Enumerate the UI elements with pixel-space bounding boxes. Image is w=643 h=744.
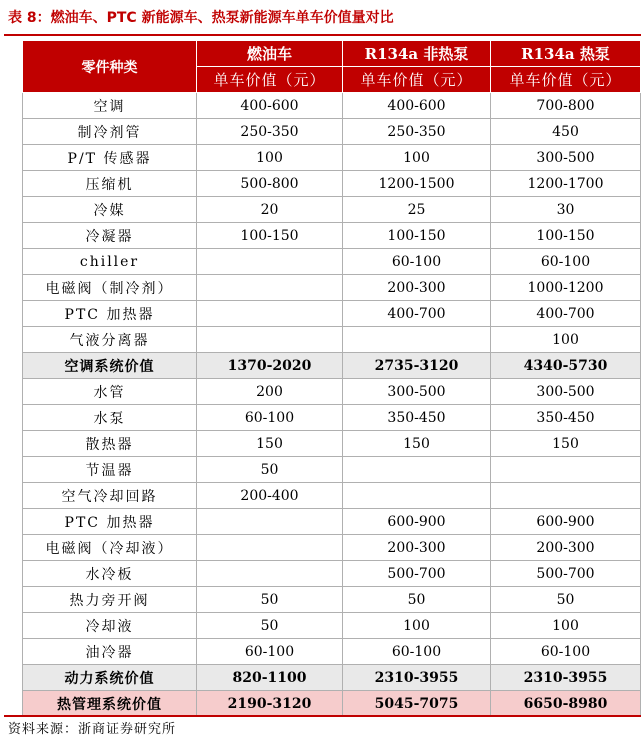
value-cell: 2310-3955 xyxy=(491,665,641,691)
part-name: PTC 加热器 xyxy=(23,301,197,327)
value-cell: 2310-3955 xyxy=(343,665,491,691)
part-name: 动力系统价值 xyxy=(23,665,197,691)
value-cell: 60-100 xyxy=(491,249,641,275)
value-cell: 200-400 xyxy=(197,483,343,509)
header-col-r134a-non-heat-pump: R134a 非热泵 xyxy=(343,41,491,67)
header-col-fuel-car: 燃油车 xyxy=(197,41,343,67)
value-cell: 400-700 xyxy=(343,301,491,327)
value-cell: 100 xyxy=(491,613,641,639)
value-cell: 200-300 xyxy=(343,535,491,561)
value-cell xyxy=(343,327,491,353)
value-cell: 450 xyxy=(491,119,641,145)
value-cell xyxy=(343,483,491,509)
value-cell: 100-150 xyxy=(343,223,491,249)
value-cell: 1200-1700 xyxy=(491,171,641,197)
value-cell xyxy=(197,561,343,587)
value-cell xyxy=(197,535,343,561)
value-cell: 30 xyxy=(491,197,641,223)
table-row xyxy=(23,249,641,275)
value-cell: 2735-3120 xyxy=(343,353,491,379)
table-row xyxy=(23,275,641,301)
table-row xyxy=(23,587,641,613)
value-cell: 100 xyxy=(343,145,491,171)
value-cell: 400-700 xyxy=(491,301,641,327)
value-cell xyxy=(197,327,343,353)
part-name: PTC 加热器 xyxy=(23,509,197,535)
table-title: 表 8：燃油车、PTC 新能源车、热泵新能源车单车价值量对比 xyxy=(8,10,394,26)
footer-divider xyxy=(4,715,641,717)
table-row xyxy=(23,457,641,483)
value-cell xyxy=(197,249,343,275)
value-cell: 60-100 xyxy=(343,639,491,665)
value-cell: 100-150 xyxy=(491,223,641,249)
header-parts: 零件种类 xyxy=(23,41,197,93)
value-cell: 150 xyxy=(197,431,343,457)
value-cell: 60-100 xyxy=(343,249,491,275)
part-name: 气液分离器 xyxy=(23,327,197,353)
table-row xyxy=(23,483,641,509)
part-name: 制冷剂管 xyxy=(23,119,197,145)
value-cell: 300-500 xyxy=(491,145,641,171)
header-unit: 单车价值（元） xyxy=(491,67,641,93)
value-cell: 5045-7075 xyxy=(343,691,491,717)
value-cell: 50 xyxy=(197,457,343,483)
value-cell: 1200-1500 xyxy=(343,171,491,197)
value-cell: 100 xyxy=(343,613,491,639)
part-name: 冷却液 xyxy=(23,613,197,639)
value-cell: 1370-2020 xyxy=(197,353,343,379)
value-cell: 150 xyxy=(491,431,641,457)
part-name: 水管 xyxy=(23,379,197,405)
value-cell: 4340-5730 xyxy=(491,353,641,379)
value-cell: 250-350 xyxy=(197,119,343,145)
value-cell: 350-450 xyxy=(343,405,491,431)
value-cell: 60-100 xyxy=(197,405,343,431)
part-name: 热力旁开阀 xyxy=(23,587,197,613)
value-cell: 500-800 xyxy=(197,171,343,197)
value-cell: 350-450 xyxy=(491,405,641,431)
header-unit: 单车价值（元） xyxy=(197,67,343,93)
value-cell: 50 xyxy=(197,587,343,613)
subtotal-row xyxy=(23,665,641,691)
part-name: 空调 xyxy=(23,93,197,119)
table-row xyxy=(23,145,641,171)
source-note: 资料来源：浙商证券研究所 xyxy=(8,722,177,737)
value-cell: 200-300 xyxy=(343,275,491,301)
part-name: 压缩机 xyxy=(23,171,197,197)
value-cell: 100 xyxy=(197,145,343,171)
part-name: 节温器 xyxy=(23,457,197,483)
value-cell: 50 xyxy=(491,587,641,613)
value-cell: 1000-1200 xyxy=(491,275,641,301)
table-row xyxy=(23,119,641,145)
value-cell: 400-600 xyxy=(197,93,343,119)
table-row xyxy=(23,613,641,639)
table-row xyxy=(23,639,641,665)
table-row xyxy=(23,171,641,197)
value-cell: 200 xyxy=(197,379,343,405)
table-row xyxy=(23,405,641,431)
value-cell xyxy=(197,301,343,327)
part-name: chiller xyxy=(23,249,197,275)
table-row xyxy=(23,535,641,561)
value-cell: 600-900 xyxy=(343,509,491,535)
part-name: 冷凝器 xyxy=(23,223,197,249)
part-name: 空调系统价值 xyxy=(23,353,197,379)
value-cell: 400-600 xyxy=(343,93,491,119)
table-row xyxy=(23,301,641,327)
value-cell: 50 xyxy=(343,587,491,613)
part-name: P/T 传感器 xyxy=(23,145,197,171)
value-cell: 100-150 xyxy=(197,223,343,249)
value-cell: 300-500 xyxy=(343,379,491,405)
value-cell: 25 xyxy=(343,197,491,223)
value-cell xyxy=(491,483,641,509)
total-row xyxy=(23,691,641,717)
part-name: 电磁阀（冷却液） xyxy=(23,535,197,561)
value-cell: 500-700 xyxy=(343,561,491,587)
header-unit: 单车价值（元） xyxy=(343,67,491,93)
value-cell: 100 xyxy=(491,327,641,353)
table-row xyxy=(23,327,641,353)
part-name: 水泵 xyxy=(23,405,197,431)
part-name: 热管理系统价值 xyxy=(23,691,197,717)
table-row xyxy=(23,379,641,405)
value-cell xyxy=(491,457,641,483)
value-cell: 60-100 xyxy=(197,639,343,665)
part-name: 散热器 xyxy=(23,431,197,457)
subtotal-row xyxy=(23,353,641,379)
value-cell: 60-100 xyxy=(491,639,641,665)
value-cell xyxy=(197,509,343,535)
part-name: 空气冷却回路 xyxy=(23,483,197,509)
value-cell: 2190-3120 xyxy=(197,691,343,717)
value-cell: 820-1100 xyxy=(197,665,343,691)
table-row xyxy=(23,509,641,535)
table-row xyxy=(23,561,641,587)
value-cell: 600-900 xyxy=(491,509,641,535)
value-cell: 300-500 xyxy=(491,379,641,405)
part-name: 冷媒 xyxy=(23,197,197,223)
value-cell: 250-350 xyxy=(343,119,491,145)
value-cell: 500-700 xyxy=(491,561,641,587)
value-cell xyxy=(343,457,491,483)
header-col-r134a-heat-pump: R134a 热泵 xyxy=(491,41,641,67)
value-comparison-table xyxy=(22,40,641,717)
table-row xyxy=(23,93,641,119)
table-row xyxy=(23,431,641,457)
table-row xyxy=(23,223,641,249)
value-cell: 20 xyxy=(197,197,343,223)
title-divider xyxy=(4,34,641,36)
value-cell xyxy=(197,275,343,301)
table-row xyxy=(23,197,641,223)
value-cell: 700-800 xyxy=(491,93,641,119)
part-name: 水冷板 xyxy=(23,561,197,587)
part-name: 电磁阀（制冷剂） xyxy=(23,275,197,301)
part-name: 油冷器 xyxy=(23,639,197,665)
value-cell: 50 xyxy=(197,613,343,639)
value-cell: 6650-8980 xyxy=(491,691,641,717)
value-cell: 150 xyxy=(343,431,491,457)
header-row-vehicle-types xyxy=(23,41,641,67)
value-cell: 200-300 xyxy=(491,535,641,561)
